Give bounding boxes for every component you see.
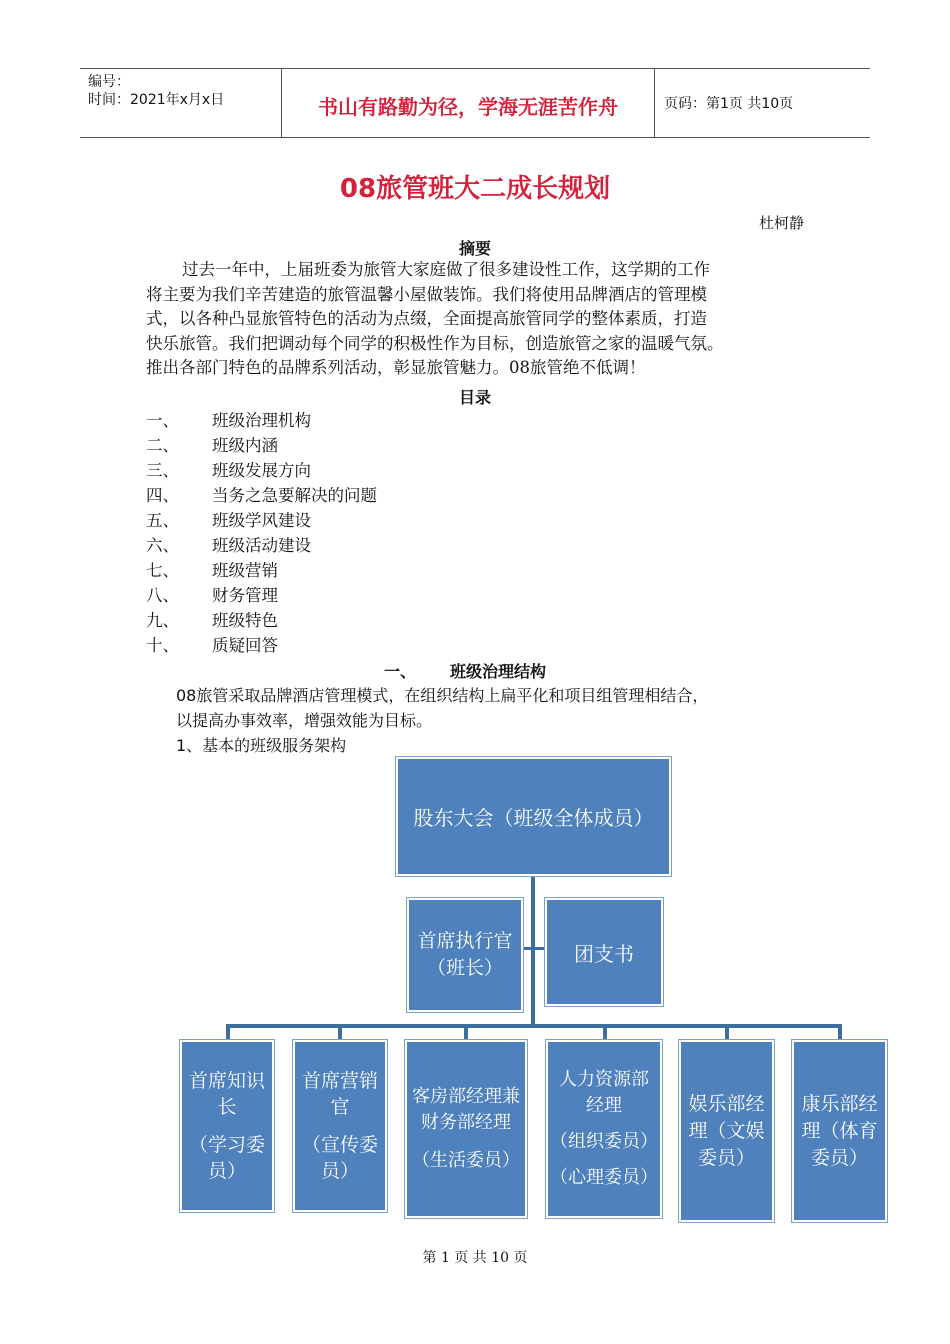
page-footer: 第 1 页 共 10 页 (422, 1250, 528, 1266)
toc-heading: 目录 (458, 388, 491, 407)
toc-item[interactable] (146, 458, 377, 483)
connector-bus (226, 1024, 842, 1028)
toc-item[interactable] (146, 533, 377, 558)
org-box-label: 理（体育 (801, 1119, 878, 1142)
org-box-dept-recreation (792, 1040, 887, 1222)
abstract-heading: 摘要 (458, 239, 491, 258)
org-box-label: 官 (330, 1096, 350, 1118)
section-subheading: 1、基本的班级服务架构 (176, 736, 347, 755)
motto: 书山有路勤为径，学海无涯苦作舟 (318, 95, 618, 119)
org-box-label: 康乐部经 (801, 1092, 878, 1115)
toc-number: 三、 (146, 461, 179, 480)
org-box-label: （生活委员） (412, 1150, 520, 1171)
toc-item[interactable] (146, 508, 377, 533)
org-box-label: 委员） (697, 1146, 755, 1169)
org-box-dept-housekeeping (405, 1040, 527, 1218)
org-box-label: 理（文娱 (688, 1119, 765, 1142)
page-info: 页码：第1页 共10页 (664, 96, 794, 112)
org-box-shareholders (396, 757, 671, 876)
toc-item[interactable] (146, 583, 377, 608)
toc-item[interactable] (146, 558, 377, 583)
org-box-label: 客房部经理兼 (412, 1086, 520, 1107)
time-label: 时间：2021年x月x日 (88, 92, 225, 108)
org-box-label: 团支书 (574, 941, 634, 966)
toc-number: 五、 (146, 511, 179, 530)
org-box-label: 员） (207, 1160, 246, 1182)
section-line: 08旅管采取品牌酒店管理模式，在组织结构上扁平化和项目组管理相结合， (176, 686, 709, 705)
org-box-label: 娱乐部经 (688, 1092, 765, 1115)
toc-number: 九、 (146, 611, 179, 630)
toc-item[interactable] (146, 433, 377, 458)
toc-item[interactable] (146, 408, 377, 433)
toc-item[interactable] (146, 483, 377, 508)
section-number: 一、 (384, 662, 417, 681)
section-heading (384, 659, 546, 682)
section-body (176, 683, 836, 758)
toc-number: 六、 (146, 536, 179, 555)
toc-label: 班级发展方向 (212, 461, 311, 480)
header-left-cell (80, 69, 282, 137)
toc-number: 八、 (146, 586, 179, 605)
toc-label: 班级治理机构 (212, 411, 311, 430)
org-box-dept-marketing (293, 1040, 387, 1212)
abstract-line: 快乐旅管。我们把调动每个同学的积极性作为目标，创造旅管之家的温暖气氛。 (146, 333, 724, 353)
org-box-label: 首席营销 (301, 1070, 378, 1092)
org-box-dept-knowledge (180, 1040, 274, 1212)
author: 杜柯静 (758, 214, 804, 232)
toc-label: 财务管理 (212, 586, 278, 605)
org-box-label: 经理 (586, 1095, 622, 1116)
org-box-label: （心理委员） (550, 1167, 658, 1188)
toc-number: 七、 (146, 561, 179, 580)
header-table (80, 68, 870, 138)
org-box-league-secretary (545, 898, 663, 1006)
org-box-label: 人力资源部 (559, 1069, 649, 1090)
org-box-label: 首席执行官 (417, 930, 513, 952)
header-page-cell (655, 69, 870, 137)
toc-label: 质疑回答 (212, 636, 278, 655)
org-box-dept-entertainment (679, 1040, 774, 1222)
org-box-dept-hr (546, 1040, 662, 1218)
toc-label: 班级特色 (212, 611, 278, 630)
toc-number: 十、 (146, 636, 179, 655)
toc-label: 班级学风建设 (212, 511, 311, 530)
abstract-line: 将主要为我们辛苦建造的旅管温馨小屋做装饰。我们将使用品牌酒店的管理模 (146, 284, 707, 304)
code-label: 编号： (88, 74, 130, 90)
toc-label: 班级营销 (212, 561, 278, 580)
toc-item[interactable] (146, 608, 377, 633)
header-motto-cell (282, 69, 655, 137)
abstract-body (146, 258, 836, 381)
connector-trunk (531, 876, 535, 1026)
org-box-label: 委员） (810, 1146, 868, 1169)
org-box-label: 股东大会（班级全体成员） (413, 806, 654, 830)
org-box-ceo (407, 898, 523, 1012)
connector-mid (522, 947, 544, 950)
toc-item[interactable] (146, 633, 377, 658)
table-of-contents (146, 408, 377, 658)
org-box-label: 长 (217, 1096, 237, 1118)
section-title: 班级治理结构 (450, 662, 547, 681)
toc-number: 一、 (146, 411, 179, 430)
abstract-line: 推出各部门特色的品牌系列活动，彰显旅管魅力。08旅管绝不低调！ (146, 358, 646, 378)
abstract-line: 过去一年中，上届班委为旅管大家庭做了很多建设性工作，这学期的工作 (182, 260, 710, 279)
toc-label: 当务之急要解决的问题 (212, 486, 377, 505)
toc-label: 班级内涵 (212, 436, 278, 455)
toc-number: 四、 (146, 486, 179, 505)
org-box-label: （组织委员） (550, 1131, 658, 1152)
org-box-label: （宣传委 (301, 1134, 378, 1156)
section-line: 以提高办事效率，增强效能为目标。 (176, 711, 433, 730)
org-box-label: 员） (320, 1160, 359, 1182)
org-box-label: （学习委 (188, 1134, 265, 1156)
abstract-line: 式，以各种凸显旅管特色的活动为点缀，全面提高旅管同学的整体素质，打造 (146, 309, 707, 329)
toc-number: 二、 (146, 436, 179, 455)
document-title: 08旅管班大二成长规划 (339, 174, 611, 204)
org-box-label: （班长） (426, 957, 503, 979)
org-box-label: 首席知识 (188, 1070, 265, 1092)
org-box-label: 财务部经理 (421, 1112, 511, 1133)
toc-label: 班级活动建设 (212, 536, 311, 555)
